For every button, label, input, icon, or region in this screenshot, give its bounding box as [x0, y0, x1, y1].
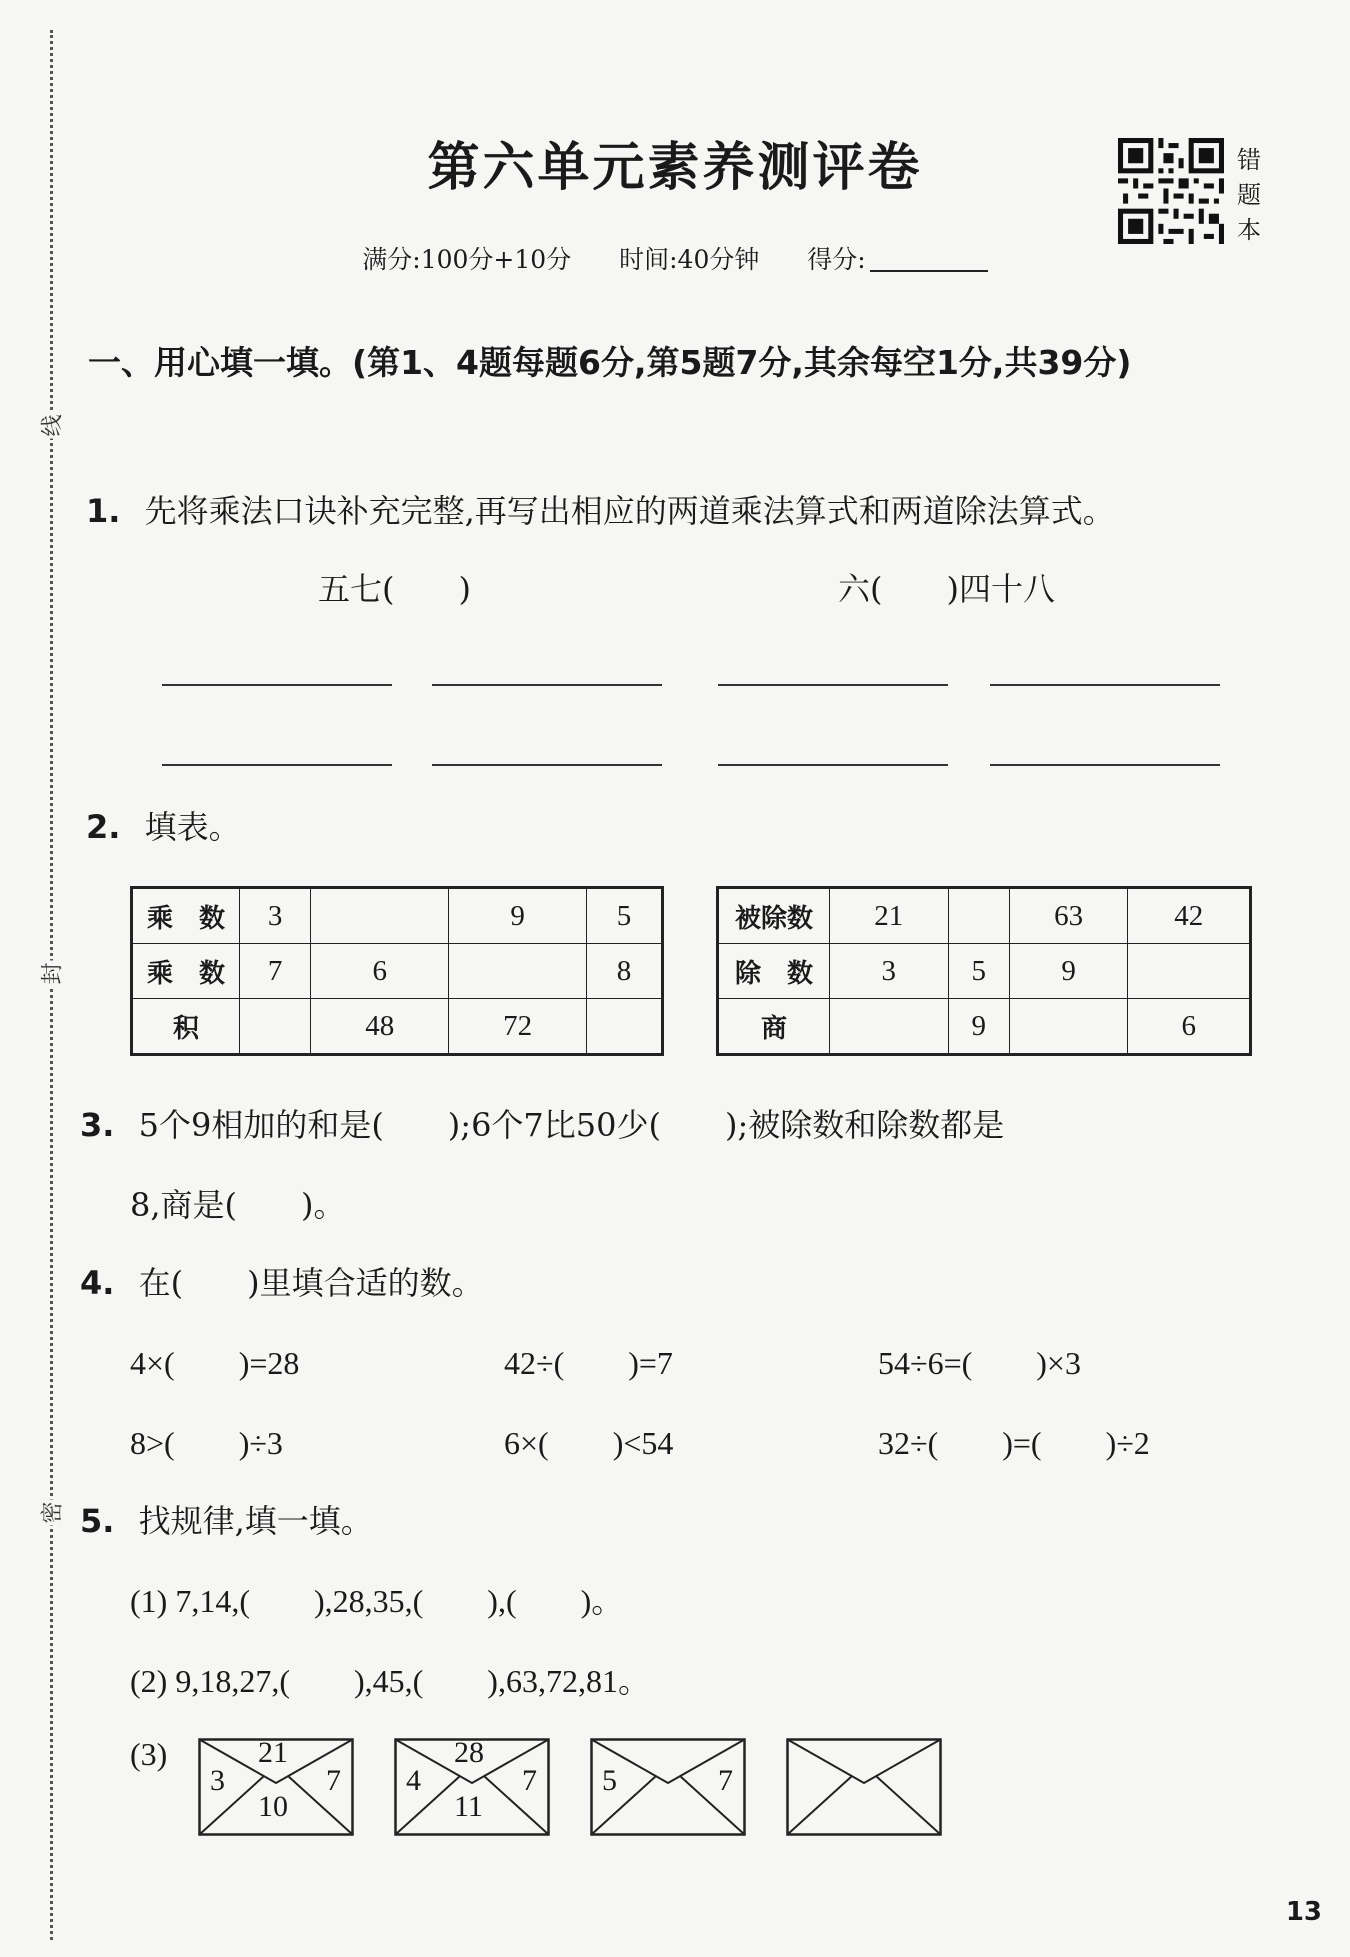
page-title: 第六单元素养测评卷 [427, 137, 923, 198]
division-table [716, 886, 1252, 1056]
envelope-left: 4 [406, 1764, 421, 1797]
answer-line[interactable] [432, 764, 662, 766]
question-number: 3. [80, 1106, 115, 1144]
envelope-right: 7 [718, 1764, 733, 1797]
rhyme-left: 五七( ) [318, 570, 471, 608]
table-cell[interactable] [311, 888, 449, 944]
binding-mark-line: 线 [36, 413, 67, 439]
equation: 4×( )=28 [130, 1345, 300, 1381]
table-cell: 63 [1009, 888, 1128, 944]
table-cell: 42 [1128, 888, 1251, 944]
envelope-3 [590, 1738, 746, 1836]
binding-mark-seal: 封 [36, 961, 67, 987]
table-cell: 9 [449, 888, 587, 944]
table-cell[interactable] [1009, 999, 1128, 1055]
envelope-top: 28 [454, 1736, 484, 1769]
pattern-2: (2) 9,18,27,( ),45,( ),63,72,81。 [130, 1663, 650, 1699]
envelope-bottom: 11 [454, 1790, 483, 1823]
answer-line[interactable] [990, 684, 1220, 686]
envelope-left: 5 [602, 1764, 617, 1797]
question-5 [80, 1496, 373, 1542]
question-3-cont: 8,商是( )。 [130, 1186, 346, 1224]
envelope-icon [786, 1738, 942, 1836]
table-header: 乘 数 [132, 944, 240, 999]
page-number: 13 [1285, 1897, 1322, 1927]
multiplication-table [130, 886, 664, 1056]
full-score: 满分:100分+10分 [362, 245, 572, 274]
table-cell[interactable] [1128, 944, 1251, 999]
table-cell: 48 [311, 999, 449, 1055]
table-cell[interactable] [449, 944, 587, 999]
equation: 32÷( )=( )÷2 [878, 1425, 1150, 1461]
question-number: 4. [80, 1264, 115, 1302]
table-cell: 6 [311, 944, 449, 999]
table-cell: 7 [240, 944, 311, 999]
question-number: 1. [86, 492, 121, 530]
table-cell[interactable] [948, 888, 1009, 944]
pattern-1: (1) 7,14,( ),28,35,( ),( )。 [130, 1583, 624, 1619]
table-cell: 72 [449, 999, 587, 1055]
equation: 54÷6=( )×3 [878, 1345, 1081, 1381]
table-cell: 21 [830, 888, 949, 944]
table-cell: 8 [587, 944, 663, 999]
table-cell[interactable] [240, 999, 311, 1055]
envelope-4 [786, 1738, 942, 1836]
table-header: 被除数 [718, 888, 830, 944]
equation: 8>( )÷3 [130, 1425, 283, 1461]
qr-caption: 错 题 本 [1237, 146, 1261, 244]
question-text: 找规律,填一填。 [138, 1502, 373, 1540]
table-cell: 3 [830, 944, 949, 999]
question-number: 5. [80, 1502, 115, 1540]
qr-code-icon [1118, 138, 1224, 244]
answer-line[interactable] [990, 764, 1220, 766]
envelope-2 [394, 1738, 550, 1836]
answer-line[interactable] [432, 684, 662, 686]
envelope-right: 7 [326, 1764, 341, 1797]
table-cell: 5 [948, 944, 1009, 999]
question-text: 5个9相加的和是( );6个7比50少( );被除数和除数都是 [138, 1106, 1005, 1144]
envelope-bottom: 10 [258, 1790, 288, 1823]
question-1 [86, 486, 1115, 532]
table-cell[interactable] [830, 999, 949, 1055]
table-cell: 6 [1128, 999, 1251, 1055]
question-text: 填表。 [144, 808, 241, 846]
table-cell: 3 [240, 888, 311, 944]
score-label: 得分: [807, 245, 866, 274]
table-header: 积 [132, 999, 240, 1055]
pattern-3-label: (3) [130, 1736, 168, 1772]
answer-line[interactable] [718, 684, 948, 686]
question-4 [80, 1258, 484, 1304]
score-info [0, 240, 1350, 276]
answer-line[interactable] [162, 764, 392, 766]
equation: 42÷( )=7 [504, 1345, 673, 1381]
time-limit: 时间:40分钟 [619, 245, 760, 274]
question-text: 先将乘法口诀补充完整,再写出相应的两道乘法算式和两道除法算式。 [144, 492, 1115, 530]
answer-line[interactable] [718, 764, 948, 766]
table-cell: 9 [1009, 944, 1128, 999]
table-header: 除 数 [718, 944, 830, 999]
table-cell: 9 [948, 999, 1009, 1055]
binding-mark-secret: 密 [36, 1500, 67, 1526]
question-number: 2. [86, 808, 121, 846]
question-2 [86, 802, 241, 848]
table-header: 商 [718, 999, 830, 1055]
equation: 6×( )<54 [504, 1425, 674, 1461]
answer-line[interactable] [162, 684, 392, 686]
envelope-top: 21 [258, 1736, 288, 1769]
section-heading: 一、用心填一填。(第1、4题每题6分,第5题7分,其余每空1分,共39分) [88, 343, 1132, 382]
envelope-left: 3 [210, 1764, 225, 1797]
table-cell: 5 [587, 888, 663, 944]
table-cell[interactable] [587, 999, 663, 1055]
envelope-1 [198, 1738, 354, 1836]
rhyme-right: 六( )四十八 [838, 570, 1055, 608]
question-3 [80, 1100, 1004, 1146]
envelope-right: 7 [522, 1764, 537, 1797]
question-text: 在( )里填合适的数。 [138, 1264, 484, 1302]
table-header: 乘 数 [132, 888, 240, 944]
score-blank[interactable] [870, 270, 988, 272]
